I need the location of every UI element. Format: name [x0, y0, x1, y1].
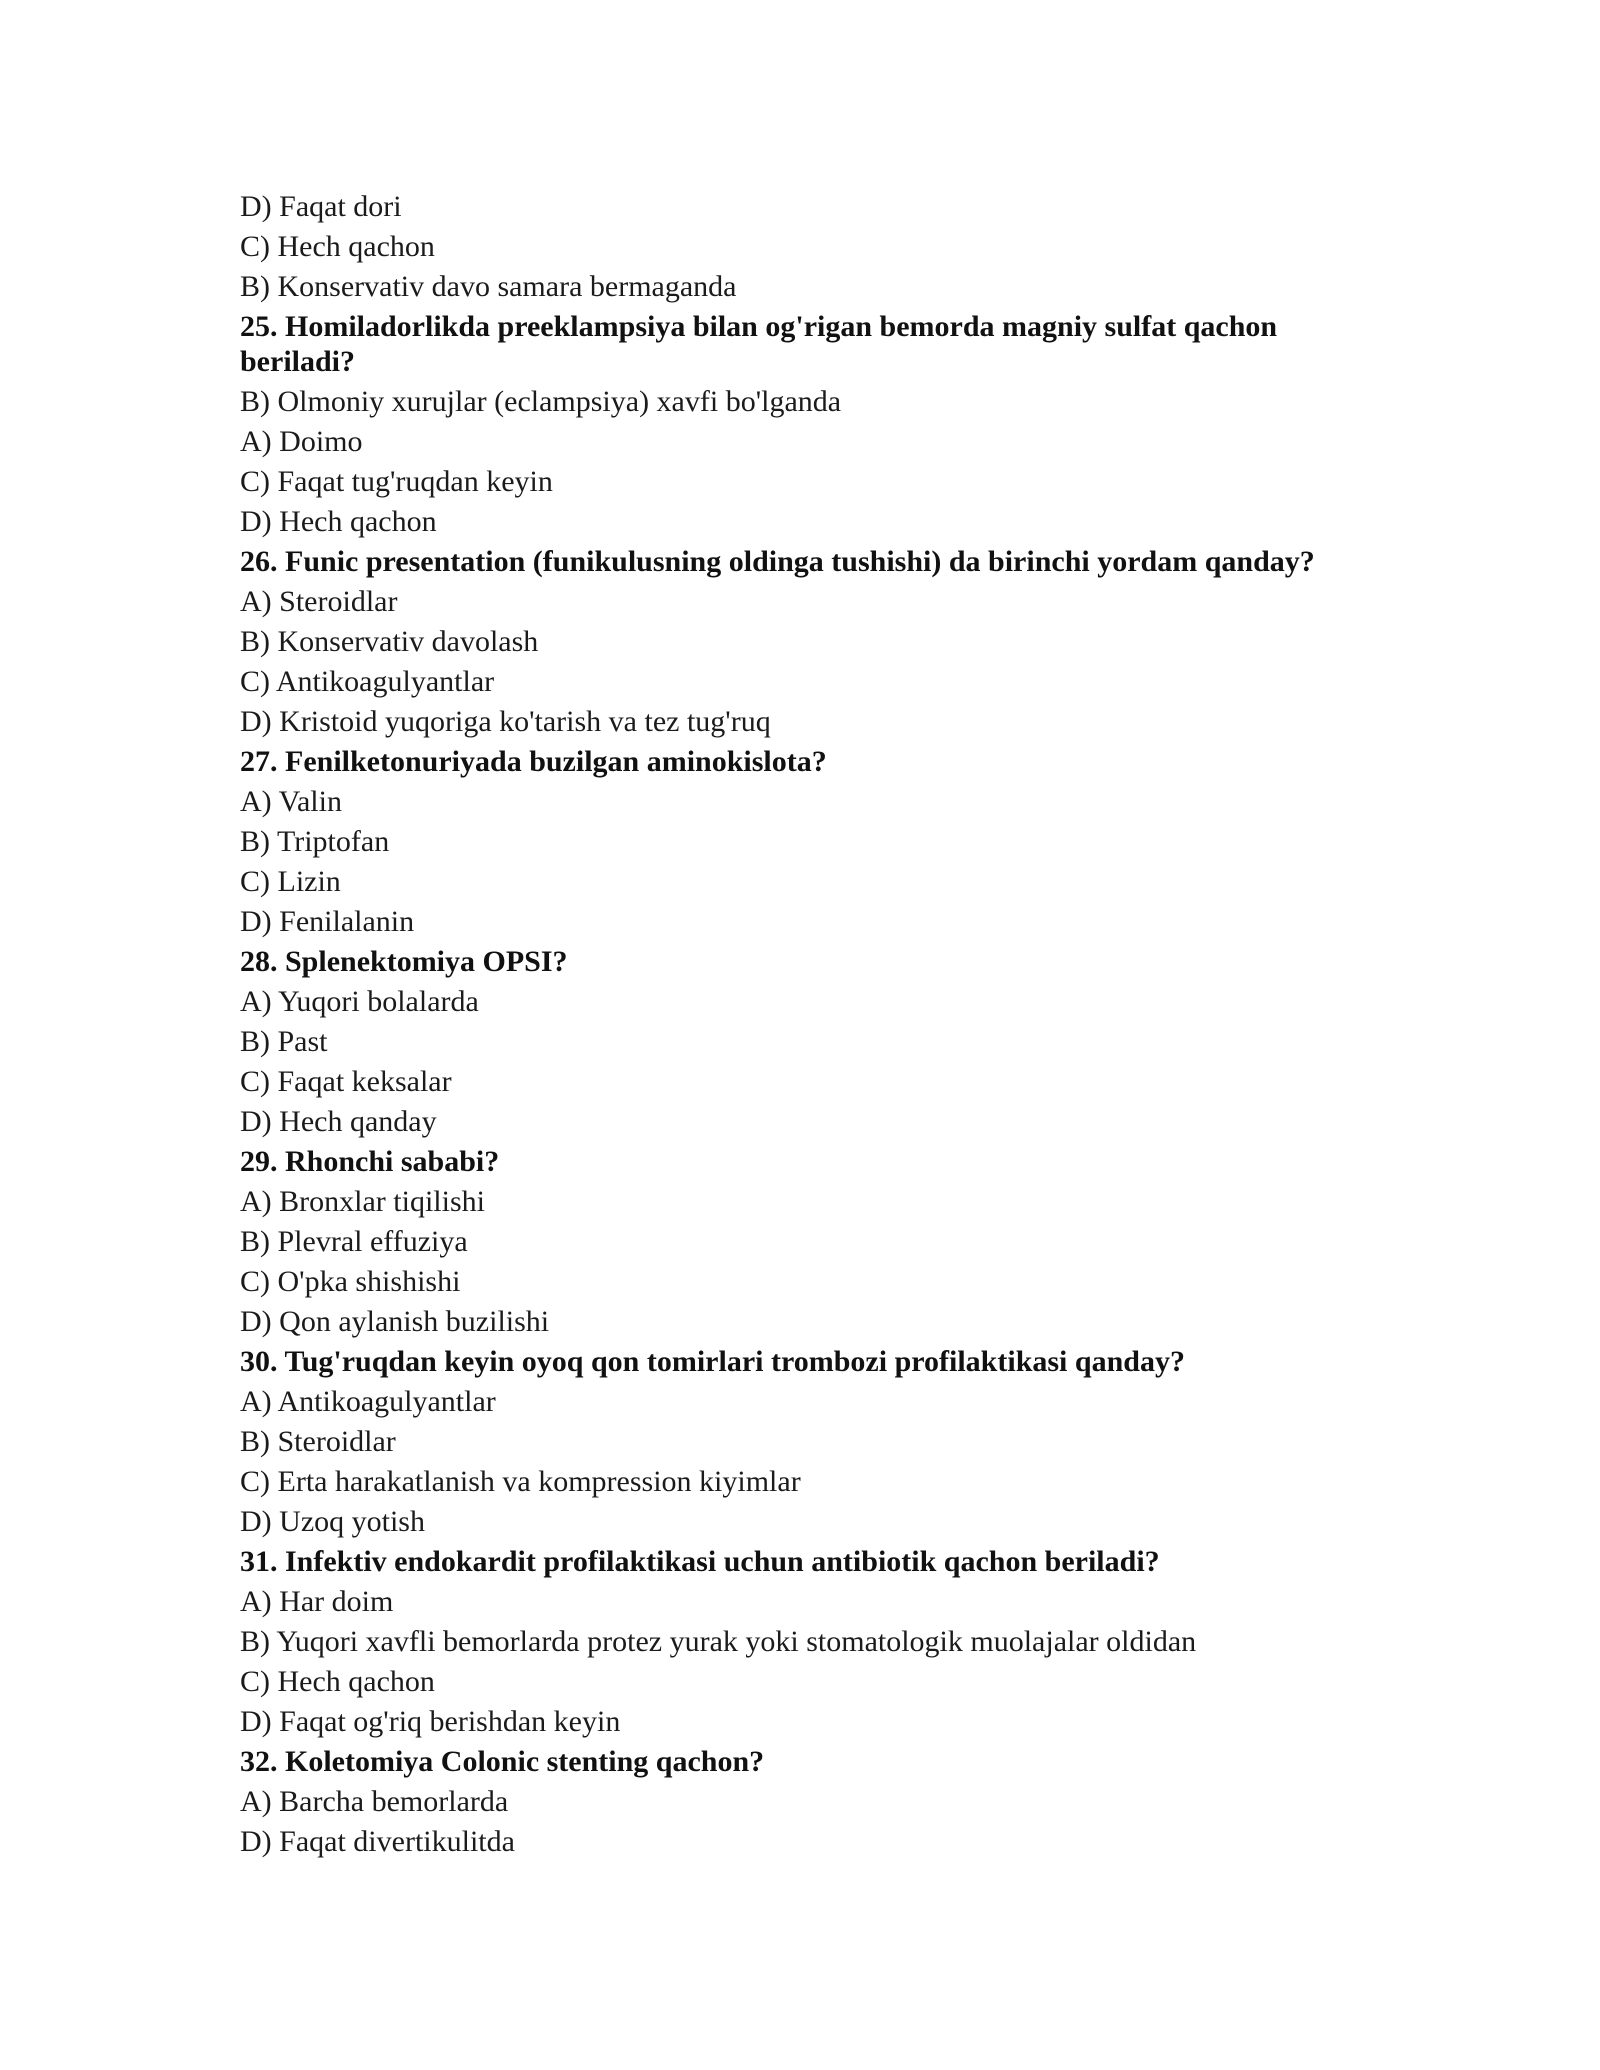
question-title: 27. Fenilketonuriyada buzilgan aminokislota? [240, 745, 827, 778]
answer-option: C) Faqat tug'ruqdan keyin [240, 465, 553, 498]
answer-option: B) Triptofan [240, 825, 390, 858]
question-title: 26. Funic presentation (funikulusning oldinga tushishi) da birinchi yordam qanday? [240, 545, 1315, 578]
answer-option: D) Fenilalanin [240, 905, 415, 938]
answer-option: C) Hech qachon [240, 230, 435, 263]
question-title: 29. Rhonchi sababi? [240, 1145, 500, 1178]
answer-option: B) Past [240, 1025, 328, 1058]
question-title: 30. Tug'ruqdan keyin oyoq qon tomirlari trombozi profilaktikasi qanday? [240, 1345, 1185, 1378]
answer-option: A) Antikoagulyantlar [240, 1385, 496, 1418]
answer-option: C) Lizin [240, 865, 341, 898]
question-title: 31. Infektiv endokardit profilaktikasi uchun antibiotik qachon beriladi? [240, 1545, 1160, 1578]
question-title: 32. Koletomiya Colonic stenting qachon? [240, 1745, 765, 1778]
answer-option: A) Steroidlar [240, 585, 398, 618]
answer-option: B) Plevral effuziya [240, 1225, 468, 1258]
answer-option: B) Olmoniy xurujlar (eclampsiya) xavfi bo'lganda [240, 385, 842, 418]
answer-option: C) Hech qachon [240, 1665, 435, 1698]
answer-option: D) Hech qanday [240, 1105, 437, 1138]
answer-option: A) Har doim [240, 1585, 394, 1618]
answer-option: A) Yuqori bolalarda [240, 985, 479, 1018]
answer-option: A) Doimo [240, 425, 363, 458]
answer-option: B) Konservativ davo samara bermaganda [240, 270, 737, 303]
answer-option: C) Faqat keksalar [240, 1065, 452, 1098]
answer-option: D) Qon aylanish buzilishi [240, 1305, 550, 1338]
answer-option: A) Valin [240, 785, 342, 818]
answer-option: D) Uzoq yotish [240, 1505, 425, 1538]
answer-option: C) O'pka shishishi [240, 1265, 461, 1298]
answer-option: B) Yuqori xavfli bemorlarda protez yurak yoki stomatologik muolajalar oldidan [240, 1625, 1197, 1658]
answer-option: D) Faqat dori [240, 190, 402, 223]
quiz-content [240, 187, 1380, 1862]
answer-option: D) Faqat divertikulitda [240, 1825, 515, 1858]
answer-option: D) Kristoid yuqoriga ko'tarish va tez tug'ruq [240, 705, 771, 738]
answer-option: C) Erta harakatlanish va kompression kiyimlar [240, 1465, 801, 1498]
answer-option: A) Bronxlar tiqilishi [240, 1185, 485, 1218]
question-title: 25. Homiladorlikda preeklampsiya bilan og'rigan bemorda magniy sulfat qachon beriladi? [240, 310, 1285, 378]
answer-option: B) Steroidlar [240, 1425, 396, 1458]
answer-option: D) Hech qachon [240, 505, 437, 538]
question-title: 28. Splenektomiya OPSI? [240, 945, 568, 978]
answer-option: C) Antikoagulyantlar [240, 665, 495, 698]
answer-option: A) Barcha bemorlarda [240, 1785, 509, 1818]
answer-option: D) Faqat og'riq berishdan keyin [240, 1705, 621, 1738]
answer-option: B) Konservativ davolash [240, 625, 539, 658]
